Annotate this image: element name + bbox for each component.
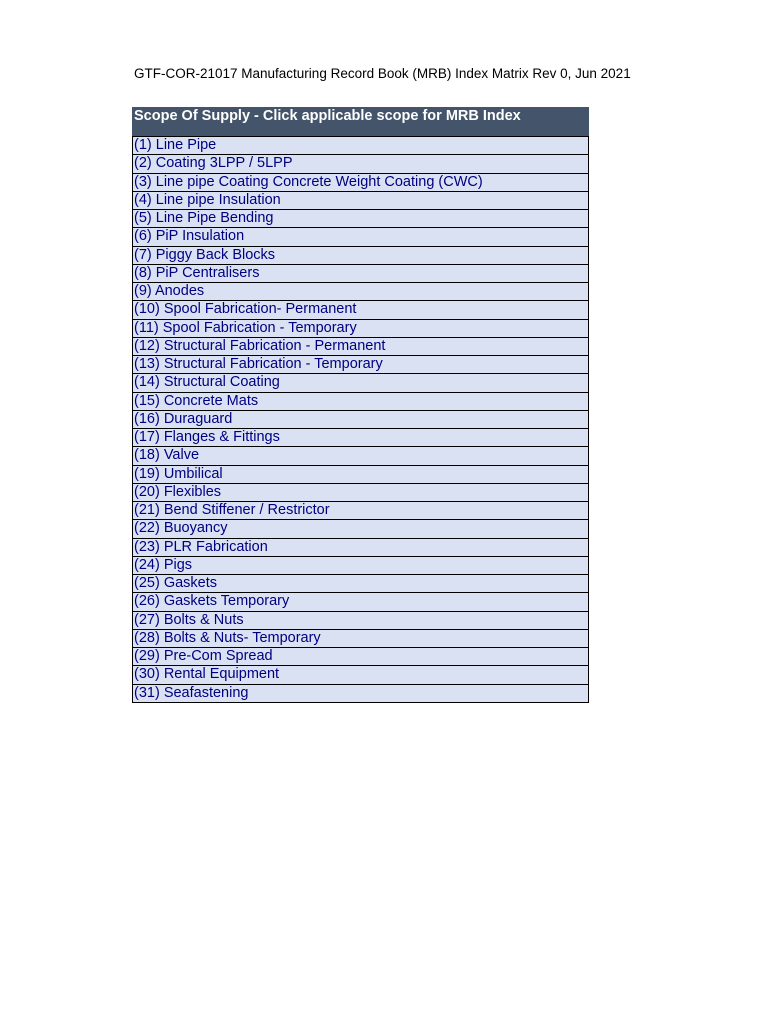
scope-item-line-pipe[interactable]: (1) Line Pipe [133,137,588,155]
scope-item-seafastening[interactable]: (31) Seafastening [133,685,588,703]
scope-item-gaskets-temporary[interactable]: (26) Gaskets Temporary [133,593,588,611]
scope-item-duraguard[interactable]: (16) Duraguard [133,411,588,429]
scope-item-structural-coating[interactable]: (14) Structural Coating [133,374,588,392]
scope-item-bend-stiffener-restrictor[interactable]: (21) Bend Stiffener / Restrictor [133,502,588,520]
scope-of-supply-table [132,107,589,703]
scope-item-piggy-back-blocks[interactable]: (7) Piggy Back Blocks [133,247,588,265]
scope-table-header: Scope Of Supply - Click applicable scope for MRB Index [132,107,589,136]
scope-item-structural-fabrication-permanent[interactable]: (12) Structural Fabrication - Permanent [133,338,588,356]
scope-item-buoyancy[interactable]: (22) Buoyancy [133,520,588,538]
scope-item-pigs[interactable]: (24) Pigs [133,557,588,575]
scope-item-gaskets[interactable]: (25) Gaskets [133,575,588,593]
scope-item-bolts-nuts[interactable]: (27) Bolts & Nuts [133,612,588,630]
scope-item-spool-fabrication-temporary[interactable]: (11) Spool Fabrication - Temporary [133,320,588,338]
scope-item-rental-equipment[interactable]: (30) Rental Equipment [133,666,588,684]
scope-item-pip-insulation[interactable]: (6) PiP Insulation [133,228,588,246]
scope-item-concrete-weight-coating[interactable]: (3) Line pipe Coating Concrete Weight Coating (CWC) [133,174,588,192]
scope-item-umbilical[interactable]: (19) Umbilical [133,466,588,484]
scope-item-valve[interactable]: (18) Valve [133,447,588,465]
scope-item-pre-com-spread[interactable]: (29) Pre-Com Spread [133,648,588,666]
scope-item-coating-3lpp-5lpp[interactable]: (2) Coating 3LPP / 5LPP [133,155,588,173]
scope-item-structural-fabrication-temporary[interactable]: (13) Structural Fabrication - Temporary [133,356,588,374]
scope-item-concrete-mats[interactable]: (15) Concrete Mats [133,393,588,411]
scope-item-flanges-fittings[interactable]: (17) Flanges & Fittings [133,429,588,447]
scope-item-anodes[interactable]: (9) Anodes [133,283,588,301]
scope-item-spool-fabrication-permanent[interactable]: (10) Spool Fabrication- Permanent [133,301,588,319]
scope-item-flexibles[interactable]: (20) Flexibles [133,484,588,502]
scope-item-bolts-nuts-temporary[interactable]: (28) Bolts & Nuts- Temporary [133,630,588,648]
scope-item-plr-fabrication[interactable]: (23) PLR Fabrication [133,539,588,557]
scope-list [132,136,589,703]
scope-item-line-pipe-bending[interactable]: (5) Line Pipe Bending [133,210,588,228]
document-title: GTF-COR-21017 Manufacturing Record Book (MRB) Index Matrix Rev 0, Jun 2021 [134,66,631,81]
scope-item-pip-centralisers[interactable]: (8) PiP Centralisers [133,265,588,283]
scope-item-line-pipe-insulation[interactable]: (4) Line pipe Insulation [133,192,588,210]
